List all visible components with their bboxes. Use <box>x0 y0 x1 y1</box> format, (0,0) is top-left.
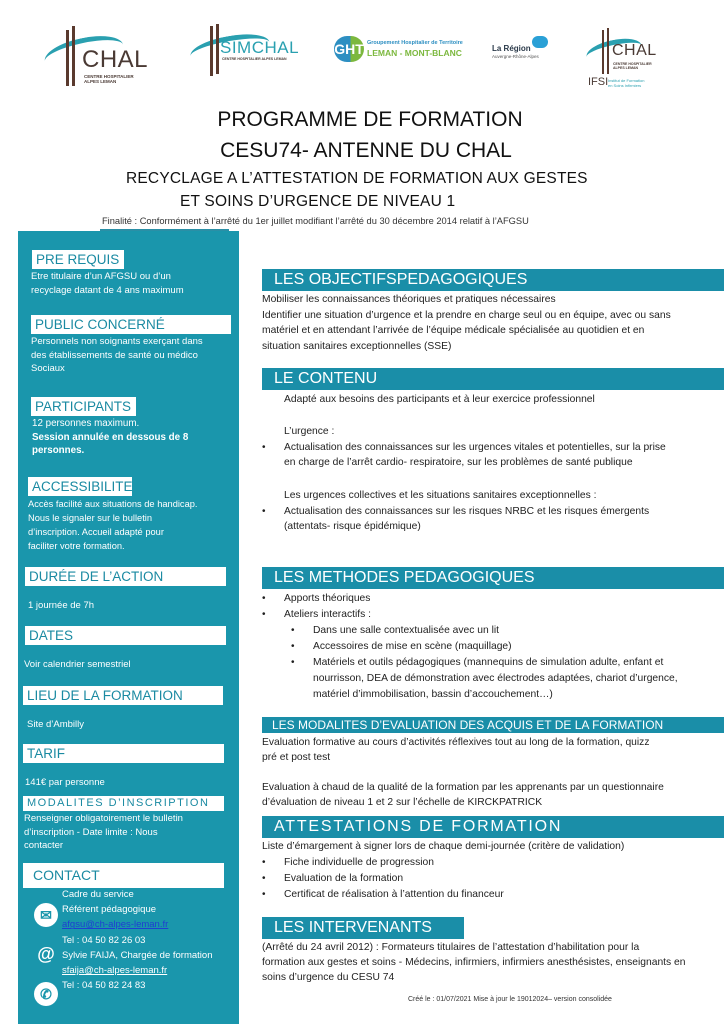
methode-subitem: Dans une salle contextualisée avec un lit <box>313 625 500 636</box>
attestation-item: Certificat de réalisation à l’attention du financeur <box>284 889 504 900</box>
accessibilite-text: Accès facilité aux situations de handicap. Nous le signaler sur le bulletin d’inscription. Accueil adapté pour faciliter votre formation. <box>28 499 198 551</box>
simchal-logo: SIMCHAL CENTRE HOSPITALIER ALPES LEMAN <box>190 24 300 74</box>
lieu-text: Site d’Ambilly <box>27 719 85 730</box>
bullet: • <box>262 506 266 517</box>
attestations-heading: ATTESTATIONS DE FORMATION <box>262 816 724 838</box>
participants-heading: PARTICIPANTS <box>31 397 136 416</box>
dates-text: Voir calendrier semestriel <box>24 659 131 670</box>
urgence-label: L’urgence : <box>284 426 335 437</box>
bullet: • <box>262 873 266 884</box>
duree-text: 1 journée de 7h <box>28 600 95 611</box>
methodes-heading: LES METHODES PEDAGOGIQUES <box>262 567 724 589</box>
ifsi-chal-logo: CHAL CENTRE HOSPITALIER ALPES LEMAN IFSI Institut de Formation en Soins Infirmiers <box>586 28 666 92</box>
phone-icon: ✆ <box>34 982 58 1006</box>
email-link-afgsu[interactable]: afgsu@ch-alpes-leman.fr <box>62 919 169 931</box>
attestation-item: Fiche individuelle de progression <box>284 857 434 868</box>
dates-heading: DATES <box>25 626 226 645</box>
methode-item: Ateliers interactifs : <box>284 609 371 620</box>
evaluation-text: Evaluation formative au cours d’activités réflexives tout au long de la formation, quizz pré et post test Evaluation à chaud de la qualité de la formation par les apprenants par un questionnaire d’évaluation de niveau 1 et 2 sur l’échelle de KIRCKPATRICK <box>262 737 664 808</box>
bullet: • <box>262 609 266 620</box>
methode-subitem: Matériels et outils pédagogiques (mannequins de simulation adulte, enfant et nourrisson, DEA de démonstration avec électrodes adaptées, chariot d’urgence, matériel d’immobilisation, bassin d’accouchement…) <box>313 657 678 700</box>
ght-logo: GHT Groupement Hospitalier de Territoire LEMAN - MONT-BLANC <box>334 36 474 64</box>
modalites-inscription-heading: MODALITES D’INSCRIPTION <box>23 796 224 811</box>
collectives-bullet: Actualisation des connaissances sur les risques NRBC et les risques émergents (attentats- risque épidémique) <box>284 506 650 532</box>
at-icon: @ <box>37 944 55 964</box>
region-logo: La Région Auvergne-Rhône-Alpes <box>490 36 552 62</box>
page-title-line2: CESU74- ANTENNE DU CHAL <box>220 139 512 162</box>
bullet: • <box>291 625 295 636</box>
info-sidebar <box>18 231 239 1024</box>
public-text: Personnels non soignants exerçant dans des établissements de santé ou médico Sociaux <box>31 336 203 374</box>
modalites-inscription-text: Renseigner obligatoirement le bulletin d’inscription - Date limite : Nous contacter <box>24 813 183 851</box>
footer-version-note: Créé le : 01/07/2021 Mise à jour le 19012024– version consolidée <box>408 996 612 1003</box>
prerequis-heading: PRE REQUIS <box>32 250 124 269</box>
public-heading: PUBLIC CONCERNÉ <box>31 315 231 334</box>
region-mountain-icon <box>532 36 548 48</box>
bullet: • <box>262 857 266 868</box>
bullet: • <box>262 593 266 604</box>
mail-icon: ✉ <box>34 903 58 927</box>
urgence-bullet: Actualisation des connaissances sur les urgences vitales et potentielles, sur la prise en charge de l’arrêt cardio- respiratoire, sur les problèmes de santé publique <box>284 442 666 468</box>
page-subtitle: RECYCLAGE A L’ATTESTATION DE FORMATION AUX GESTES <box>126 170 588 187</box>
attestation-item: Evaluation de la formation <box>284 873 404 884</box>
accessibilite-heading: ACCESSIBILITE <box>28 477 132 496</box>
tarif-heading: TARIF <box>23 744 224 763</box>
prerequis-text: Etre titulaire d’un AFGSU ou d’un recyclage datant de 4 ans maximum <box>31 271 184 296</box>
finalite-text: Finalité : Conformément à l’arrêté du 1er juillet modifiant l’arrêté du 30 décembre 2014 relatif à l’AFGSU <box>102 216 529 226</box>
evaluation-heading: LES MODALITES D’EVALUATION DES ACQUIS ET DE LA FORMATION <box>262 717 724 733</box>
contact-heading: CONTACT <box>23 863 224 888</box>
contenu-intro: Adapté aux besoins des participants et à leur exercice professionnel <box>284 394 595 405</box>
bullet: • <box>262 442 266 453</box>
intervenants-heading: LES INTERVENANTS <box>262 917 464 939</box>
bullet: • <box>291 641 295 652</box>
objectifs-heading: LES OBJECTIFSPEDAGOGIQUES <box>262 269 724 291</box>
page-subtitle-line2: ET SOINS D’URGENCE DE NIVEAU 1 <box>180 193 456 210</box>
bullet: • <box>262 889 266 900</box>
participants-text: 12 personnes maximum. Session annulée en dessous de 8 personnes. <box>32 418 189 456</box>
email-link-sfaija[interactable]: sfaija@ch-alpes-leman.fr <box>62 965 168 977</box>
collectives-label: Les urgences collectives et les situations sanitaires exceptionnelles : <box>284 490 597 501</box>
methode-item: Apports théoriques <box>284 593 371 604</box>
attestations-intro: Liste d’émargement à signer lors de chaque demi-journée (critère de validation) <box>262 841 625 852</box>
contact-details: Cadre du service Référent pédagogique afgsu@ch-alpes-leman.fr Tel : 04 50 82 26 03 Sylvie FAIJA, Chargée de formation sfaija@ch-alpes-leman.fr Tel : 04 50 82 24 83 <box>62 889 213 992</box>
methode-subitem: Accessoires de mise en scène (maquillage) <box>313 641 512 652</box>
tarif-text: 141€ par personne <box>25 777 105 788</box>
contenu-heading: LE CONTENU <box>262 368 724 390</box>
bullet: • <box>291 657 295 668</box>
duree-heading: DURÉE DE L’ACTION <box>25 567 226 586</box>
lieu-heading: LIEU DE LA FORMATION <box>23 686 223 705</box>
objectifs-text: Mobiliser les connaissances théoriques et pratiques nécessaires Identifier une situation d’urgence et la prendre en charge seul ou en équipe, avec ou sans matériel et en attendant l’arrivée de l’équipe médicale spécialisée au quotidien et en situation sanitaires exceptionnelles (SSE) <box>262 294 671 352</box>
page-title: PROGRAMME DE FORMATION <box>217 108 523 131</box>
chal-logo: CHAL CENTRE HOSPITALIER ALPES LEMAN <box>44 24 154 90</box>
intervenants-text: (Arrêté du 24 avril 2012) : Formateurs titulaires de l’attestation d’habilitation pour la formation aux gestes et soins - Médecins, infirmiers, infirmiers anesthésistes, enseignants en soins d’urgence du CESU 74 <box>262 942 686 983</box>
